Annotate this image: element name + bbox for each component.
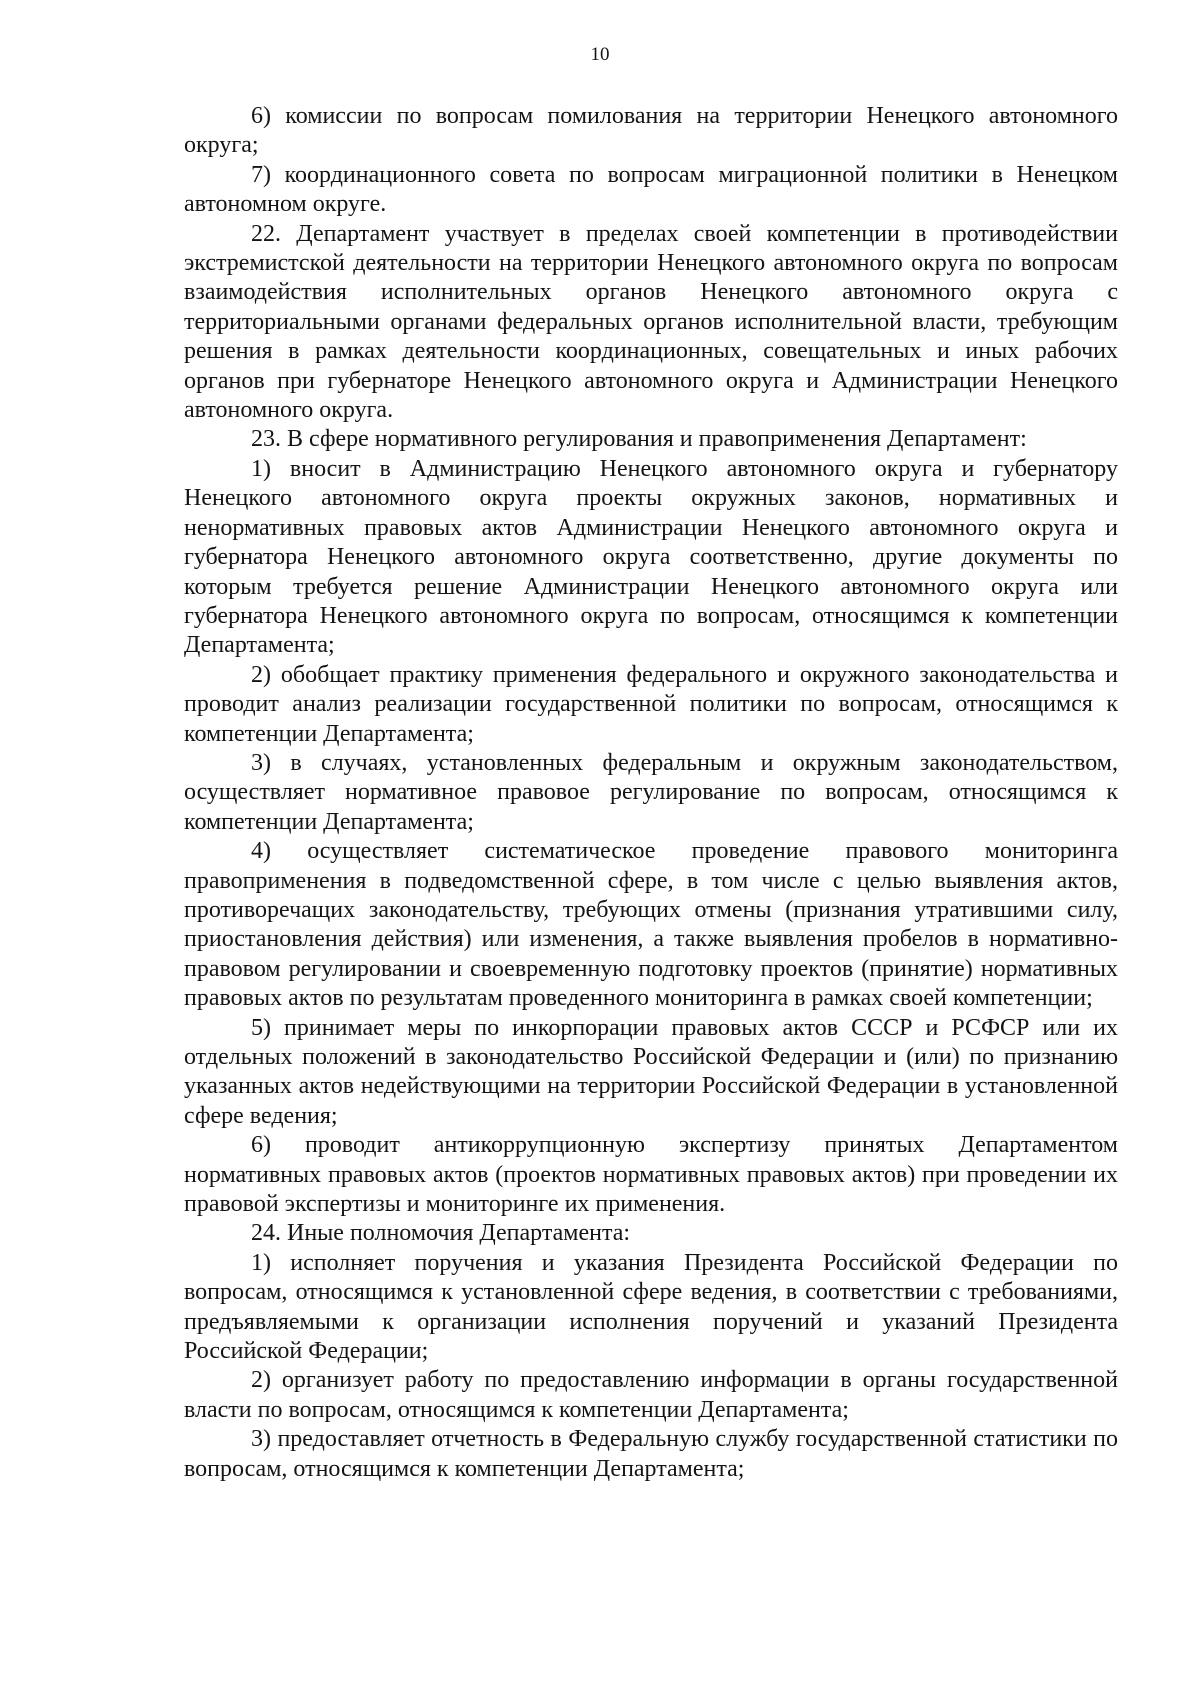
paragraph-24-3-statistics: 3) предоставляет отчетность в Федеральную службу государственной статистики по вопросам, относящимся к компетенции Департамента;: [184, 1426, 1118, 1482]
paragraph-23-5-incorporation: 5) принимает меры по инкорпорации правовых актов СССР и РСФСР или их отдельных положений в законодательство Российской Федерации и (или) по признанию указанных актов недействующими на территории Российской Федерации в установленной сфере ведения;: [184, 1014, 1118, 1129]
paragraph-23-4-monitoring: 4) осуществляет систематическое проведение правового мониторинга правоприменения в подведомственной сфере, в том числе с целью выявления актов, противоречащих законодательству, требующих отмены (признания утратившими силу, приостановления действия) или изменения, а также выявления пробелов в нормативно-правовом регулировании и своевременную подготовку проектов (принятие) нормативных правовых актов по результатам проведенного мониторинга в рамках своей компетенции;: [184, 838, 1118, 1012]
document-body: [184, 102, 1118, 1484]
paragraph-22-extremism: 22. Департамент участвует в пределах своей компетенции в противодействии экстремистской деятельности на территории Ненецкого автономного округа по вопросам взаимодействия исполнительных органов Ненецкого автономного округа с территориальными органами федеральных органов исполнительной власти, требующим решения в рамках деятельности координационных, совещательных и иных рабочих органов при губернаторе Ненецкого автономного округа и Администрации Ненецкого автономного округа.: [184, 220, 1118, 424]
paragraph-23-3-regulates: 3) в случаях, установленных федеральным и окружным законодательством, осуществляет нормативное правовое регулирование по вопросам, относящимся к компетенции Департамента;: [184, 749, 1118, 835]
paragraph-23-regulation-heading: 23. В сфере нормативного регулирования и правоприменения Департамент:: [251, 426, 1027, 453]
page-number: 10: [590, 44, 610, 65]
paragraph-7-coordination-council: 7) координационного совета по вопросам миграционной политики в Ненецком автономном округе.: [184, 161, 1118, 218]
paragraph-6-commission: 6) комиссии по вопросам помилования на территории Ненецкого автономного округа;: [184, 103, 1118, 159]
paragraph-24-1-executes-orders: 1) исполняет поручения и указания Президента Российской Федерации по вопросам, относящимся к установленной сфере ведения, в соответствии с требованиями, предъявляемыми к организации исполнения поручений и указаний Президента Российской Федерации;: [184, 1249, 1118, 1365]
paragraph-23-1-submits: 1) вносит в Администрацию Ненецкого автономного округа и губернатору Ненецкого автономного округа проекты окружных законов, нормативных и ненормативных правовых актов Администрации Ненецкого автономного округа и губернатора Ненецкого автономного округа соответственно, другие документы по которым требуется решение Администрации Ненецкого автономного округа или губернатора Ненецкого автономного округа по вопросам, относящимся к компетенции Департамента;: [184, 455, 1118, 659]
paragraph-23-2-summarizes: 2) обобщает практику применения федерального и окружного законодательства и проводит анализ реализации государственной политики по вопросам, относящимся к компетенции Департамента;: [184, 661, 1118, 747]
paragraph-24-other-powers-heading: 24. Иные полномочия Департамента:: [251, 1220, 631, 1247]
paragraph-23-6-anticorruption: 6) проводит антикоррупционную экспертизу принятых Департаментом нормативных правовых актов (проектов нормативных правовых актов) при проведении их правовой экспертизы и мониторинге их применения.: [184, 1132, 1118, 1218]
paragraph-24-2-information: 2) организует работу по предоставлению информации в органы государственной власти по вопросам, относящимся к компетенции Департамента;: [184, 1367, 1118, 1423]
